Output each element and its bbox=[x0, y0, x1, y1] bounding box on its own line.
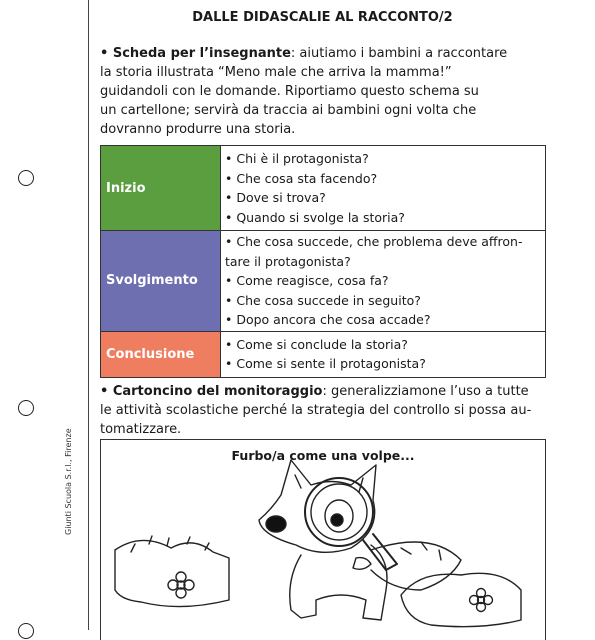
page-title: DALLE DIDASCALIE AL RACCONTO/2 bbox=[192, 10, 453, 25]
phase-label: Svolgimento bbox=[101, 231, 221, 332]
binder-hole-icon bbox=[18, 623, 34, 639]
magnifier-handle bbox=[363, 534, 397, 570]
monitoring-note: • Cartoncino del monitoraggio: generalizziamone l’uso a tutte le attività scolastiche perché la strategia del controllo si possa au- tomatizzare. bbox=[100, 384, 532, 437]
fox-nose bbox=[266, 516, 286, 532]
grass-right-icon bbox=[401, 573, 521, 626]
scheme-row-svolgimento bbox=[101, 231, 546, 332]
card-title: Furbo/a come una volpe... bbox=[231, 448, 415, 463]
scheme-row-inizio bbox=[101, 146, 546, 231]
phase-questions: • Chi è il protagonista? • Che cosa sta facendo? • Dove si trova? • Quando si svolge la storia? bbox=[221, 146, 546, 231]
story-scheme-table bbox=[100, 145, 546, 378]
binder-hole-icon bbox=[18, 400, 34, 416]
fox-magnifier-illustration bbox=[101, 440, 545, 640]
fox-eye bbox=[331, 514, 343, 526]
binder-hole-icon bbox=[18, 170, 34, 186]
margin-rule bbox=[88, 0, 89, 630]
scheme-row-conclusione bbox=[101, 331, 546, 377]
side-credit: Giunti Scuola S.r.l., Firenze bbox=[64, 428, 73, 535]
teacher-note: • Scheda per l’insegnante: aiutiamo i bambini a raccontare la storia illustrata “Meno male che arriva la mamma!” guidandoli con le domande. Riportiamo questo schema su un cartellone; servirà da traccia ai bambini ogni volta che dovranno produrre una storia. bbox=[100, 46, 508, 137]
phase-label: Conclusione bbox=[101, 331, 221, 377]
fox-body bbox=[290, 545, 387, 620]
monitoring-card bbox=[100, 439, 546, 640]
flower-icon bbox=[470, 589, 493, 612]
phase-questions: • Che cosa succede, che problema deve affron- tare il protagonista? • Come reagisce, cosa fa? • Che cosa succede in seguito? • Dopo ancora che cosa accade? bbox=[221, 231, 546, 332]
phase-label: Inizio bbox=[101, 146, 221, 231]
flower-icon bbox=[168, 572, 194, 598]
phase-questions: • Come si conclude la storia? • Come si sente il protagonista? bbox=[221, 331, 546, 377]
teacher-note-lead: • Scheda per l’insegnante bbox=[100, 46, 291, 61]
monitoring-note-lead: • Cartoncino del monitoraggio bbox=[100, 384, 323, 399]
